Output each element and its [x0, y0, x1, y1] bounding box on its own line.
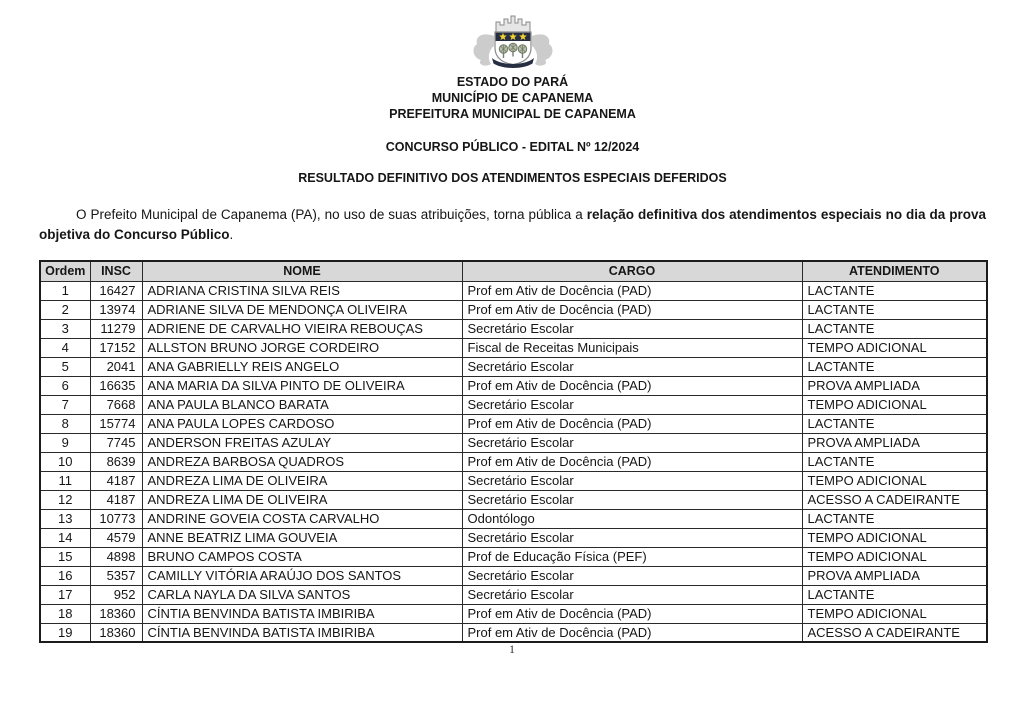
- results-table: [39, 260, 988, 643]
- cell-cargo: Prof em Ativ de Docência (PAD): [462, 452, 802, 471]
- crest-mural-crown: [496, 16, 530, 32]
- cell-insc: 4187: [90, 490, 142, 509]
- cell-insc: 4579: [90, 528, 142, 547]
- cell-cargo: Prof em Ativ de Docência (PAD): [462, 281, 802, 300]
- cell-nome: ANNE BEATRIZ LIMA GOUVEIA: [142, 528, 462, 547]
- cell-nome: ANDREZA BARBOSA QUADROS: [142, 452, 462, 471]
- cell-insc: 18360: [90, 623, 142, 642]
- cell-insc: 8639: [90, 452, 142, 471]
- cell-cargo: Secretário Escolar: [462, 471, 802, 490]
- cell-nome: ANDRINE GOVEIA COSTA CARVALHO: [142, 509, 462, 528]
- cell-nome: ANA PAULA LOPES CARDOSO: [142, 414, 462, 433]
- cell-ordem: 10: [40, 452, 90, 471]
- cell-atendimento: LACTANTE: [802, 414, 987, 433]
- cell-ordem: 3: [40, 319, 90, 338]
- cell-ordem: 5: [40, 357, 90, 376]
- cell-atendimento: PROVA AMPLIADA: [802, 433, 987, 452]
- header-crest: [39, 12, 986, 72]
- table-row: [40, 300, 987, 319]
- cell-insc: 10773: [90, 509, 142, 528]
- cell-cargo: Secretário Escolar: [462, 585, 802, 604]
- cell-insc: 2041: [90, 357, 142, 376]
- intro-text-bold: relação definitiva dos atendimentos especiais no dia da prova objetiva do Concurso Público: [39, 207, 986, 242]
- org-line-state: ESTADO DO PARÁ: [456, 75, 569, 89]
- cell-ordem: 8: [40, 414, 90, 433]
- cell-nome: BRUNO CAMPOS COSTA: [142, 547, 462, 566]
- column-header-nome: NOME: [142, 261, 462, 281]
- results-table-body: [40, 281, 987, 642]
- cell-insc: 17152: [90, 338, 142, 357]
- org-line-prefecture: PREFEITURA MUNICIPAL DE CAPANEMA: [389, 107, 636, 121]
- intro-paragraph: [39, 205, 986, 245]
- org-line-municipality: MUNICÍPIO DE CAPANEMA: [431, 91, 594, 105]
- document-subtitle: RESULTADO DEFINITIVO DOS ATENDIMENTOS ESPECIAIS DEFERIDOS: [298, 171, 727, 185]
- cell-atendimento: LACTANTE: [802, 357, 987, 376]
- table-row: [40, 623, 987, 642]
- cell-ordem: 19: [40, 623, 90, 642]
- cell-atendimento: ACESSO A CADEIRANTE: [802, 623, 987, 642]
- cell-cargo: Secretário Escolar: [462, 357, 802, 376]
- cell-ordem: 16: [40, 566, 90, 585]
- table-row: [40, 395, 987, 414]
- cell-cargo: Prof de Educação Física (PEF): [462, 547, 802, 566]
- cell-atendimento: TEMPO ADICIONAL: [802, 338, 987, 357]
- cell-cargo: Secretário Escolar: [462, 490, 802, 509]
- cell-atendimento: LACTANTE: [802, 585, 987, 604]
- table-row: [40, 433, 987, 452]
- cell-atendimento: ACESSO A CADEIRANTE: [802, 490, 987, 509]
- org-header: [39, 74, 986, 122]
- cell-atendimento: TEMPO ADICIONAL: [802, 528, 987, 547]
- cell-nome: ANA MARIA DA SILVA PINTO DE OLIVEIRA: [142, 376, 462, 395]
- cell-nome: ADRIANA CRISTINA SILVA REIS: [142, 281, 462, 300]
- cell-nome: CÍNTIA BENVINDA BATISTA IMBIRIBA: [142, 604, 462, 623]
- capanema-coat-of-arms-icon: [467, 12, 559, 70]
- cell-insc: 7745: [90, 433, 142, 452]
- cell-cargo: Prof em Ativ de Docência (PAD): [462, 300, 802, 319]
- cell-nome: CARLA NAYLA DA SILVA SANTOS: [142, 585, 462, 604]
- cell-nome: ANDERSON FREITAS AZULAY: [142, 433, 462, 452]
- intro-text-end: .: [229, 227, 234, 242]
- intro-text-start: O Prefeito Municipal de Capanema (PA), no uso de suas atribuições, torna pública a: [76, 207, 587, 222]
- table-row: [40, 338, 987, 357]
- cell-ordem: 12: [40, 490, 90, 509]
- cell-insc: 16427: [90, 281, 142, 300]
- cell-insc: 18360: [90, 604, 142, 623]
- cell-ordem: 11: [40, 471, 90, 490]
- table-row: [40, 528, 987, 547]
- crest-right-scroll: [532, 34, 552, 65]
- cell-nome: CÍNTIA BENVINDA BATISTA IMBIRIBA: [142, 623, 462, 642]
- cell-nome: ADRIANE SILVA DE MENDONÇA OLIVEIRA: [142, 300, 462, 319]
- cell-ordem: 9: [40, 433, 90, 452]
- cell-ordem: 13: [40, 509, 90, 528]
- cell-cargo: Secretário Escolar: [462, 395, 802, 414]
- cell-ordem: 15: [40, 547, 90, 566]
- cell-cargo: Secretário Escolar: [462, 528, 802, 547]
- cell-cargo: Secretário Escolar: [462, 433, 802, 452]
- cell-ordem: 18: [40, 604, 90, 623]
- cell-atendimento: LACTANTE: [802, 319, 987, 338]
- cell-ordem: 6: [40, 376, 90, 395]
- table-row: [40, 319, 987, 338]
- cell-cargo: Prof em Ativ de Docência (PAD): [462, 604, 802, 623]
- cell-nome: CAMILLY VITÓRIA ARAÚJO DOS SANTOS: [142, 566, 462, 585]
- crest-left-scroll: [473, 34, 493, 65]
- cell-ordem: 14: [40, 528, 90, 547]
- table-row: [40, 471, 987, 490]
- table-row: [40, 509, 987, 528]
- column-header-atendimento: ATENDIMENTO: [802, 261, 987, 281]
- cell-cargo: Prof em Ativ de Docência (PAD): [462, 623, 802, 642]
- cell-atendimento: LACTANTE: [802, 300, 987, 319]
- cell-nome: ANDREZA LIMA DE OLIVEIRA: [142, 490, 462, 509]
- cell-ordem: 7: [40, 395, 90, 414]
- results-table-header: [40, 261, 987, 281]
- cell-ordem: 1: [40, 281, 90, 300]
- cell-atendimento: PROVA AMPLIADA: [802, 376, 987, 395]
- cell-nome: ANA PAULA BLANCO BARATA: [142, 395, 462, 414]
- cell-cargo: Odontólogo: [462, 509, 802, 528]
- column-header-cargo: CARGO: [462, 261, 802, 281]
- cell-ordem: 17: [40, 585, 90, 604]
- cell-cargo: Secretário Escolar: [462, 566, 802, 585]
- cell-atendimento: TEMPO ADICIONAL: [802, 604, 987, 623]
- cell-cargo: Prof em Ativ de Docência (PAD): [462, 414, 802, 433]
- column-header-insc: INSC: [90, 261, 142, 281]
- cell-ordem: 4: [40, 338, 90, 357]
- cell-nome: ANA GABRIELLY REIS ANGELO: [142, 357, 462, 376]
- column-header-ordem: Ordem: [40, 261, 90, 281]
- cell-cargo: Secretário Escolar: [462, 319, 802, 338]
- cell-insc: 4187: [90, 471, 142, 490]
- cell-nome: ANDREZA LIMA DE OLIVEIRA: [142, 471, 462, 490]
- cell-atendimento: TEMPO ADICIONAL: [802, 471, 987, 490]
- cell-nome: ALLSTON BRUNO JORGE CORDEIRO: [142, 338, 462, 357]
- cell-atendimento: TEMPO ADICIONAL: [802, 547, 987, 566]
- table-row: [40, 414, 987, 433]
- table-row: [40, 585, 987, 604]
- page-number: 1: [509, 644, 515, 656]
- cell-insc: 13974: [90, 300, 142, 319]
- table-row: [40, 604, 987, 623]
- table-row: [40, 566, 987, 585]
- table-row: [40, 452, 987, 471]
- table-row: [40, 547, 987, 566]
- cell-insc: 15774: [90, 414, 142, 433]
- table-row: [40, 281, 987, 300]
- document-title: CONCURSO PÚBLICO - EDITAL Nº 12/2024: [385, 140, 640, 154]
- header-row: [40, 261, 987, 281]
- cell-insc: 5357: [90, 566, 142, 585]
- cell-atendimento: LACTANTE: [802, 509, 987, 528]
- cell-atendimento: PROVA AMPLIADA: [802, 566, 987, 585]
- cell-atendimento: TEMPO ADICIONAL: [802, 395, 987, 414]
- cell-insc: 16635: [90, 376, 142, 395]
- cell-atendimento: LACTANTE: [802, 452, 987, 471]
- cell-insc: 952: [90, 585, 142, 604]
- table-row: [40, 357, 987, 376]
- cell-insc: 11279: [90, 319, 142, 338]
- cell-nome: ADRIENE DE CARVALHO VIEIRA REBOUÇAS: [142, 319, 462, 338]
- cell-cargo: Fiscal de Receitas Municipais: [462, 338, 802, 357]
- cell-insc: 4898: [90, 547, 142, 566]
- cell-cargo: Prof em Ativ de Docência (PAD): [462, 376, 802, 395]
- cell-atendimento: LACTANTE: [802, 281, 987, 300]
- cell-ordem: 2: [40, 300, 90, 319]
- cell-insc: 7668: [90, 395, 142, 414]
- table-row: [40, 376, 987, 395]
- table-row: [40, 490, 987, 509]
